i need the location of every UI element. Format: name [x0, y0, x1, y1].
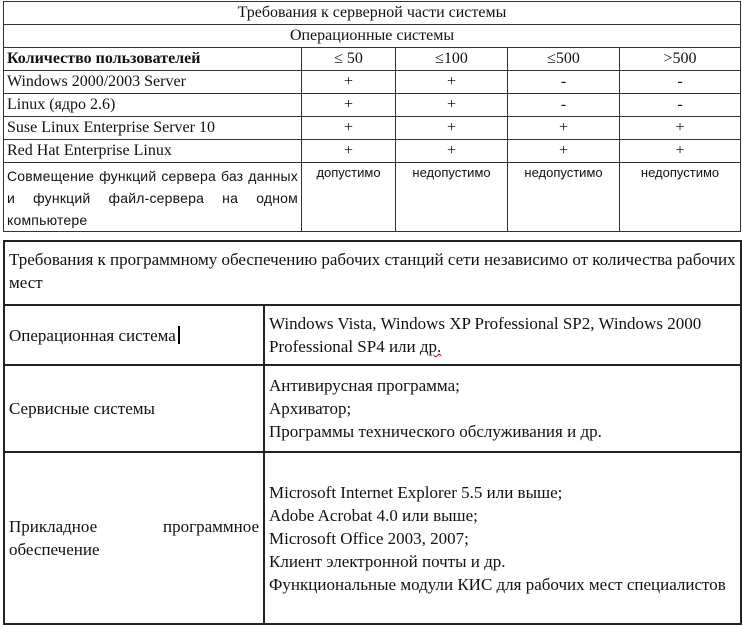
os-value — [264, 305, 741, 365]
combined-functions-label: Совмещение функций сервера баз данных и функций файл-сервера на одном компьютере — [4, 163, 302, 232]
os-label: Операционная система — [9, 325, 176, 345]
list-item: Microsoft Internet Explorer 5.5 или выше; — [269, 482, 563, 502]
list-item: Функциональные модули КИС для рабочих мест специалистов — [269, 574, 726, 594]
text-cursor — [178, 326, 180, 344]
support-cell: - — [508, 71, 620, 94]
support-cell: + — [396, 117, 508, 140]
table-row — [4, 71, 741, 94]
header-cell: >500 — [620, 48, 741, 71]
users-count-header: Количество пользователей — [4, 48, 302, 71]
combined-value: допустимо — [302, 163, 396, 232]
os-value-main: Windows Vista, Windows XP Professional SP2, Windows 2000 Professional SP4 или — [269, 314, 702, 356]
support-cell: - — [508, 94, 620, 117]
applied-label-line2: обеспечение — [9, 540, 100, 559]
os-name: Windows 2000/2003 Server — [4, 71, 302, 94]
combined-value: недопустимо — [508, 163, 620, 232]
list-item: Антивирусная программа; — [269, 376, 460, 395]
header-cell: ≤ 50 — [302, 48, 396, 71]
service-label: Сервисные системы — [4, 365, 264, 452]
os-name: Linux (ядро 2.6) — [4, 94, 302, 117]
table-row — [4, 94, 741, 117]
combined-value: недопустимо — [396, 163, 508, 232]
os-name: Red Hat Enterprise Linux — [4, 140, 302, 163]
support-cell: + — [396, 71, 508, 94]
header-row — [4, 48, 741, 71]
support-cell: + — [302, 140, 396, 163]
support-cell: - — [620, 94, 741, 117]
combined-functions-row — [4, 163, 741, 232]
support-cell: + — [302, 117, 396, 140]
applied-label-line1: Прикладное программное — [9, 517, 259, 536]
support-cell: - — [620, 71, 741, 94]
table-row — [4, 140, 741, 163]
workstation-table-title: Требования к программному обеспечению рабочих станций сети независимо от количества рабочих мест — [4, 241, 741, 305]
support-cell: + — [302, 71, 396, 94]
service-row — [4, 365, 741, 452]
workstation-requirements-table — [3, 240, 742, 625]
spellcheck-word: др. — [419, 337, 442, 356]
support-cell: + — [508, 117, 620, 140]
server-requirements-table — [3, 1, 741, 232]
applied-label — [4, 452, 264, 624]
list-item: Клиент электронной почты и др. — [269, 551, 506, 571]
support-cell: + — [302, 94, 396, 117]
applied-value — [264, 452, 741, 624]
os-row — [4, 305, 741, 365]
combined-value: недопустимо — [620, 163, 741, 232]
list-item: Microsoft Office 2003, 2007; — [269, 528, 469, 548]
header-cell: ≤100 — [396, 48, 508, 71]
list-item: Adobe Acrobat 4.0 или выше; — [269, 505, 478, 525]
list-item: Программы технического обслуживания и др. — [269, 422, 602, 441]
server-table-title: Требования к серверной части системы — [4, 2, 741, 25]
table-row — [4, 117, 741, 140]
server-table-subtitle: Операционные системы — [4, 25, 741, 48]
applied-software-row — [4, 452, 741, 624]
support-cell: + — [508, 140, 620, 163]
support-cell: + — [396, 94, 508, 117]
os-name: Suse Linux Enterprise Server 10 — [4, 117, 302, 140]
support-cell: + — [396, 140, 508, 163]
support-cell: + — [620, 117, 741, 140]
service-value — [264, 365, 741, 452]
list-item: Архиватор; — [269, 399, 352, 418]
support-cell: + — [620, 140, 741, 163]
header-cell: ≤500 — [508, 48, 620, 71]
os-label-cell[interactable] — [4, 305, 264, 365]
